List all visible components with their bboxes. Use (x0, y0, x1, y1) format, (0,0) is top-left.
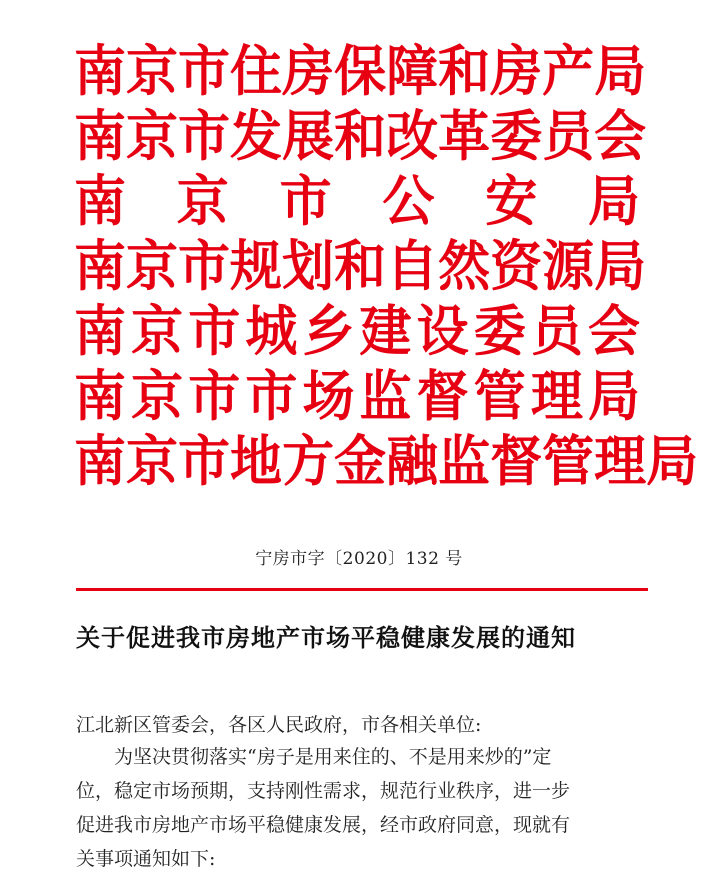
agency-char: 融 (386, 430, 439, 494)
agency-char: 南 (74, 365, 127, 429)
paragraph-line: 促进我市房地产市场平稳健康发展，经市政府同意，现就有 (76, 814, 571, 836)
agency-char: 设 (416, 300, 469, 364)
body-paragraph (76, 740, 642, 876)
agency-char: 南 (74, 170, 127, 234)
agency-char: 会 (587, 300, 640, 364)
notice-title: 关于促进我市房地产市场平稳健康发展的通知 (76, 624, 576, 652)
agency-char: 市 (279, 170, 332, 234)
agency-char: 理 (594, 430, 647, 494)
paragraph-line: 位，稳定市场预期，支持刚性需求，规范行业秩序，进一步 (76, 780, 571, 802)
paragraph-line: 关事项通知如下: (76, 848, 216, 870)
agency-char: 理 (530, 365, 583, 429)
agency-char: 方 (282, 430, 335, 494)
agency-char: 局 (587, 365, 640, 429)
document-number: 宁房市字〔2020〕132 号 (255, 549, 463, 569)
agency-char: 局 (594, 40, 647, 104)
agency-char: 保 (334, 40, 387, 104)
agency-line (74, 430, 699, 495)
agency-char: 市 (188, 300, 241, 364)
agency-line (74, 40, 647, 105)
agency-char: 京 (131, 365, 184, 429)
agency-char: 市 (178, 430, 231, 494)
agency-char: 京 (126, 235, 179, 299)
agency-char: 京 (126, 430, 179, 494)
agency-char: 建 (359, 300, 412, 364)
agency-char: 城 (245, 300, 298, 364)
agency-char: 规 (230, 235, 283, 299)
salutation: 江北新区管委会，各区人民政府，市各相关单位: (76, 714, 482, 736)
agency-char: 督 (416, 365, 469, 429)
agency-char: 员 (530, 300, 583, 364)
agency-char: 房 (490, 40, 543, 104)
agency-char: 管 (473, 365, 526, 429)
agency-char: 乡 (302, 300, 355, 364)
paragraph-line: 为坚决贯彻落实“房子是用来住的、不是用来炒的”定 (114, 746, 552, 768)
agency-char: 市 (178, 40, 231, 104)
agency-char: 市 (188, 365, 241, 429)
agency-char: 住 (230, 40, 283, 104)
agency-char: 京 (176, 170, 229, 234)
agency-char: 场 (302, 365, 355, 429)
agency-char: 和 (438, 40, 491, 104)
agency-char: 和 (334, 105, 387, 169)
agency-char: 然 (438, 235, 491, 299)
agency-char: 委 (473, 300, 526, 364)
issuing-agencies-header (74, 40, 699, 495)
agency-char: 局 (587, 170, 640, 234)
agency-char: 京 (126, 105, 179, 169)
agency-char: 自 (386, 235, 439, 299)
agency-char: 管 (542, 430, 595, 494)
agency-char: 障 (386, 40, 439, 104)
agency-char: 公 (382, 170, 435, 234)
agency-line (74, 365, 640, 430)
agency-char: 地 (230, 430, 283, 494)
agency-char: 南 (74, 105, 127, 169)
agency-char: 源 (542, 235, 595, 299)
agency-char: 革 (438, 105, 491, 169)
agency-char: 局 (646, 430, 699, 494)
agency-char: 金 (334, 430, 387, 494)
agency-char: 划 (282, 235, 335, 299)
agency-char: 市 (245, 365, 298, 429)
agency-char: 产 (542, 40, 595, 104)
agency-char: 资 (490, 235, 543, 299)
agency-char: 督 (490, 430, 543, 494)
agency-char: 房 (282, 40, 335, 104)
agency-char: 京 (131, 300, 184, 364)
agency-char: 展 (282, 105, 335, 169)
agency-char: 南 (74, 430, 127, 494)
agency-char: 改 (386, 105, 439, 169)
agency-line (74, 105, 647, 170)
agency-char: 市 (178, 235, 231, 299)
agency-char: 监 (438, 430, 491, 494)
agency-char: 南 (74, 235, 127, 299)
agency-char: 南 (74, 300, 127, 364)
agency-char: 监 (359, 365, 412, 429)
agency-line (74, 170, 640, 235)
agency-char: 安 (485, 170, 538, 234)
agency-char: 会 (594, 105, 647, 169)
agency-char: 南 (74, 40, 127, 104)
agency-char: 市 (178, 105, 231, 169)
agency-char: 京 (126, 40, 179, 104)
agency-char: 和 (334, 235, 387, 299)
agency-char: 局 (594, 235, 647, 299)
agency-char: 委 (490, 105, 543, 169)
agency-char: 发 (230, 105, 283, 169)
agency-line (74, 300, 640, 365)
agency-char: 员 (542, 105, 595, 169)
agency-line (74, 235, 647, 300)
red-separator-rule (76, 588, 648, 591)
